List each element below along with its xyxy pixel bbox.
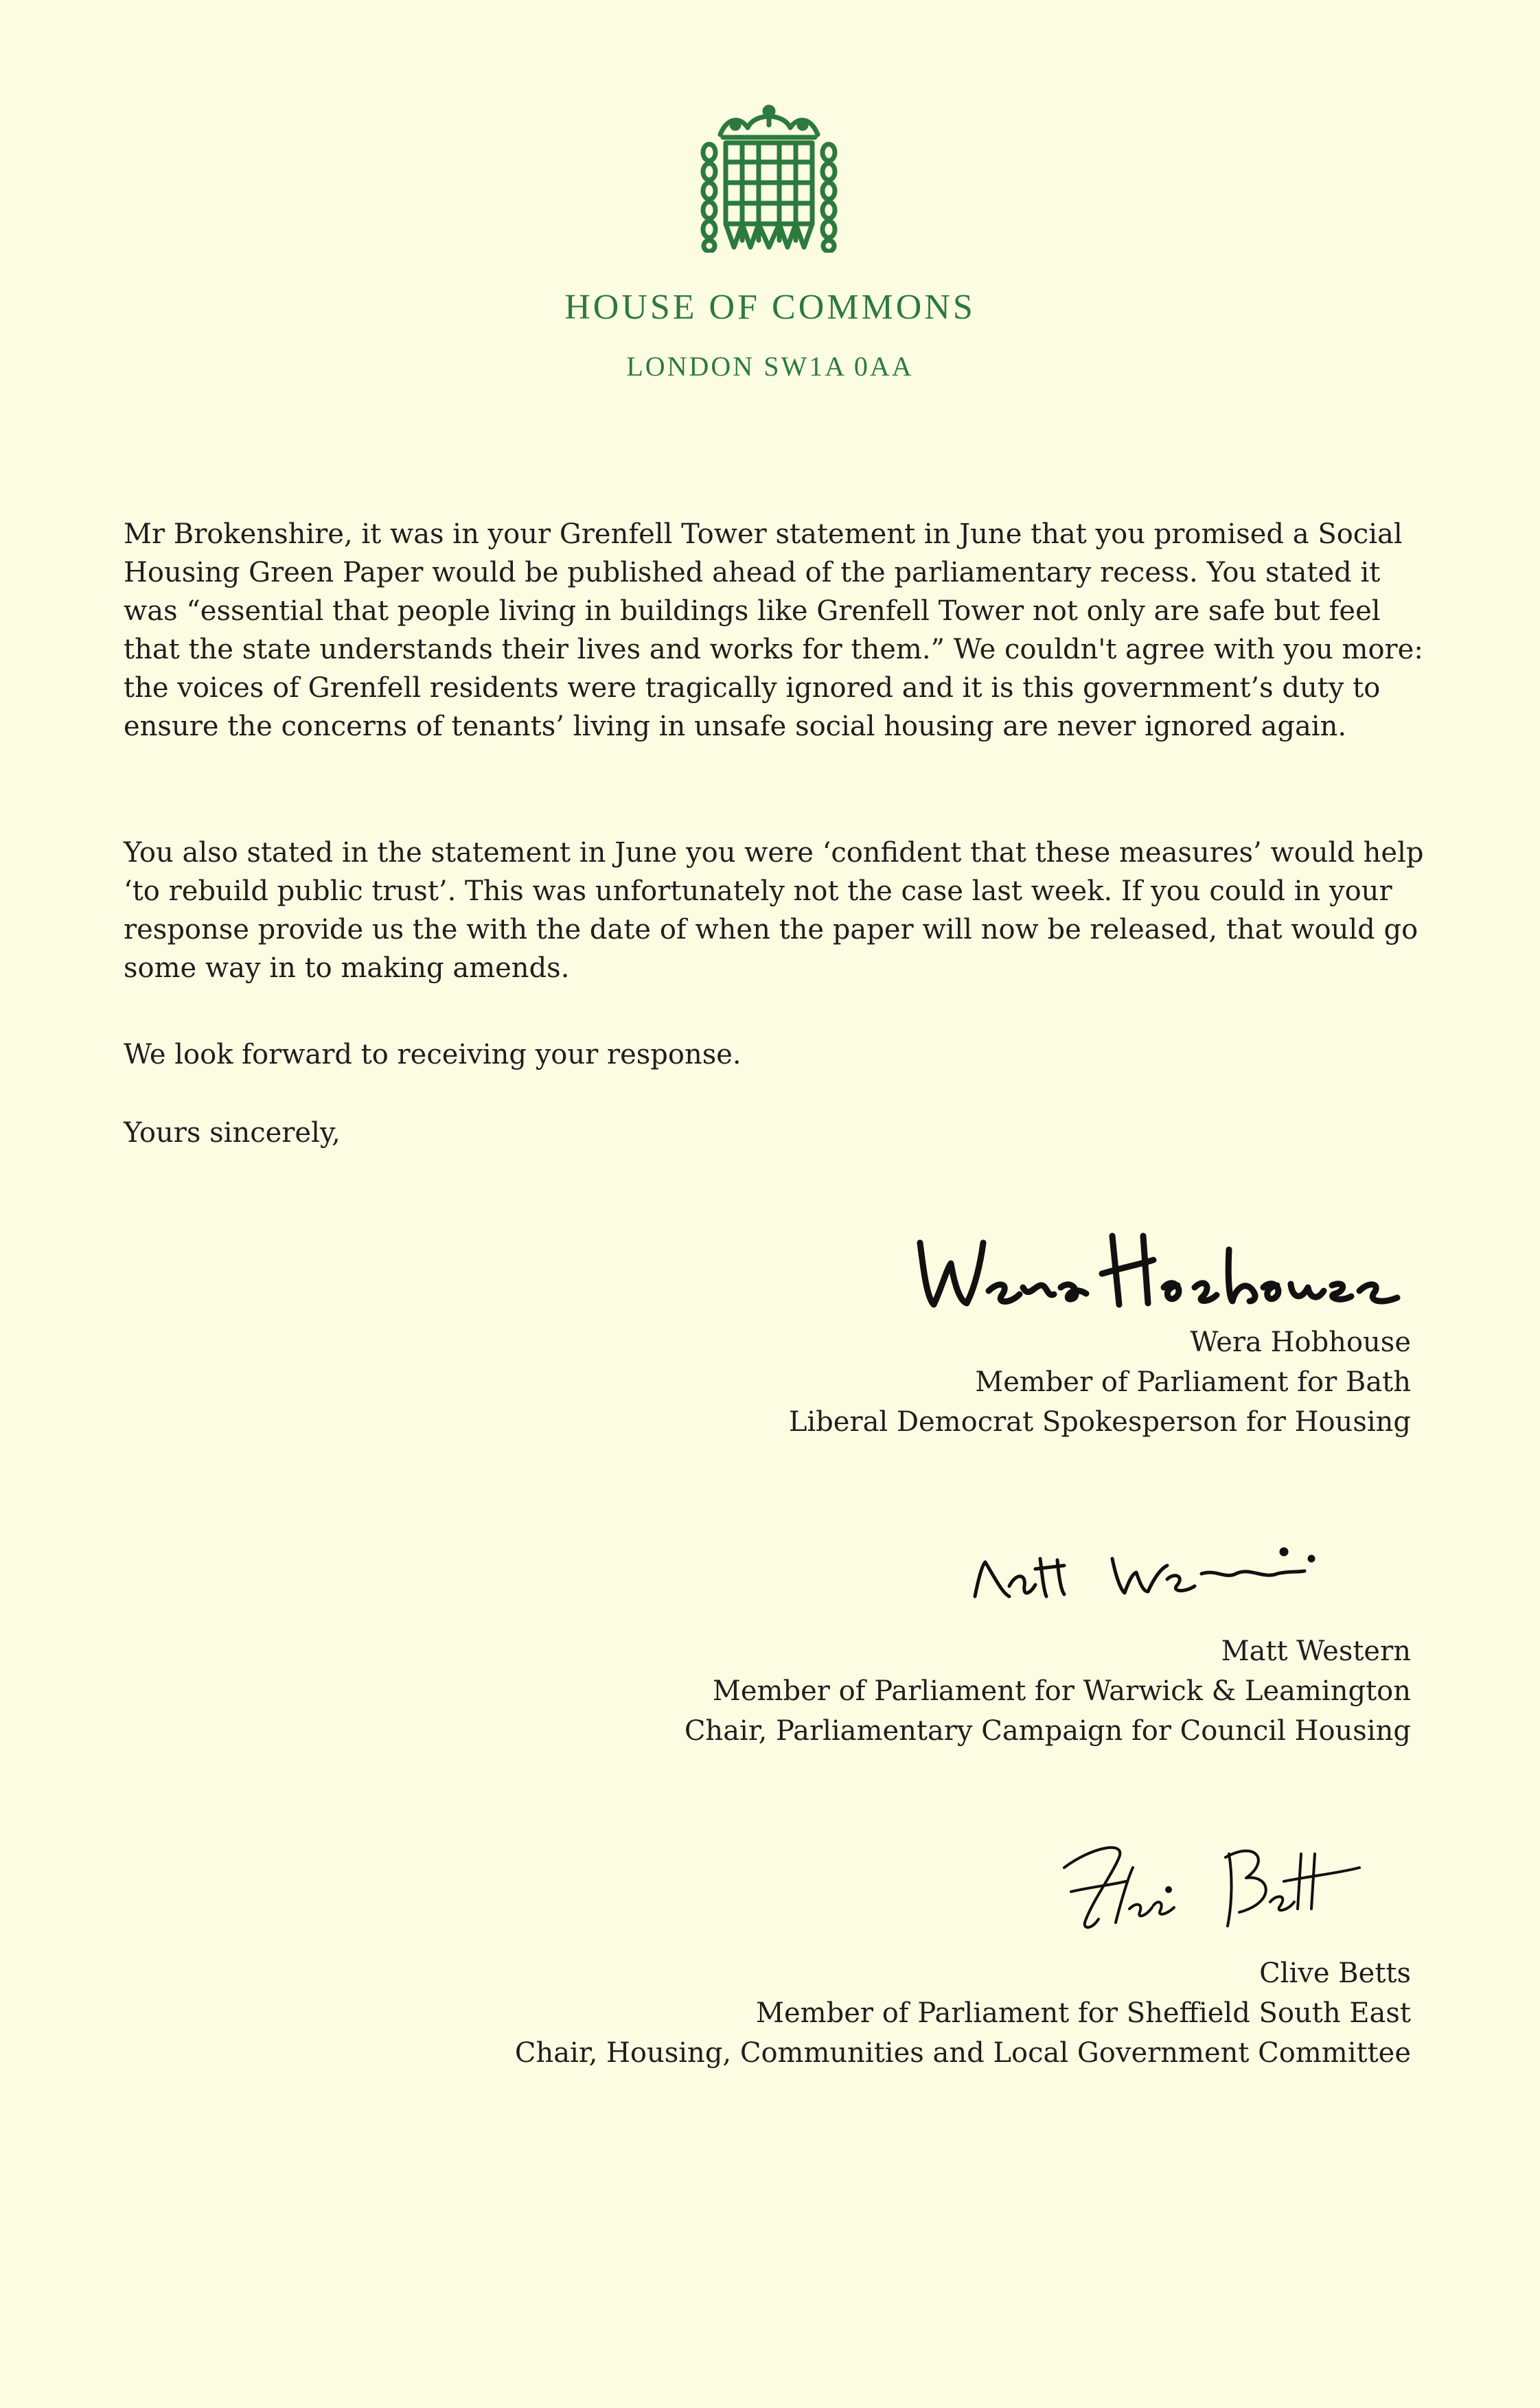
body-paragraph-2: You also stated in the statement in June you were ‘confident that these measures’ would help ‘to rebuild public trust’. This was unfortunately not the case last week. If you could in your response provide us the with the date of when the paper will now be released, that would go some way in to making amends. xyxy=(124,837,1424,984)
signatory-position: Chair, Parliamentary Campaign for Council Housing xyxy=(684,1715,1411,1747)
signature-matt-western xyxy=(961,1531,1353,1607)
signatory-block-western xyxy=(685,1631,1411,1751)
signatory-name: Wera Hobhouse xyxy=(1190,1327,1411,1358)
letterhead-address: LONDON SW1A 0AA xyxy=(626,351,914,382)
signatory-position: Liberal Democrat Spokesperson for Housing xyxy=(788,1406,1411,1438)
signatory-role: Member of Parliament for Sheffield South East xyxy=(756,1997,1411,2029)
portcullis-crest-icon xyxy=(700,103,838,253)
closing-salutation: Yours sincerely, xyxy=(124,1117,341,1149)
letterhead-title: HOUSE OF COMMONS xyxy=(564,288,976,327)
signatory-role: Member of Parliament for Warwick & Leamington xyxy=(712,1675,1411,1707)
signatory-position: Chair, Housing, Communities and Local Government Committee xyxy=(514,2037,1411,2069)
signatory-role: Member of Parliament for Bath xyxy=(975,1366,1411,1398)
body-paragraph-3: We look forward to receiving your response. xyxy=(124,1039,742,1070)
signatory-block-betts xyxy=(515,1953,1411,2073)
signatory-block-hobhouse xyxy=(789,1322,1411,1442)
signature-wera-hobhouse xyxy=(906,1222,1421,1325)
signature-clive-betts xyxy=(1050,1826,1366,1950)
body-paragraph-1: Mr Brokenshire, it was in your Grenfell Tower statement in June that you promised a Social Housing Green Paper would be published ahead of the parliamentary recess. You stated it was “essential that people living in buildings like Grenfell Tower not only are safe but feel that the state understands their lives and works for them.” We couldn't agree with you more: the voices of Grenfell residents were tragically ignored and it is this government’s duty to ensure the concerns of tenants’ living in unsafe social housing are never ignored again. xyxy=(124,518,1423,742)
signatory-name: Clive Betts xyxy=(1259,1958,1411,1989)
signatory-name: Matt Western xyxy=(1221,1636,1411,1667)
